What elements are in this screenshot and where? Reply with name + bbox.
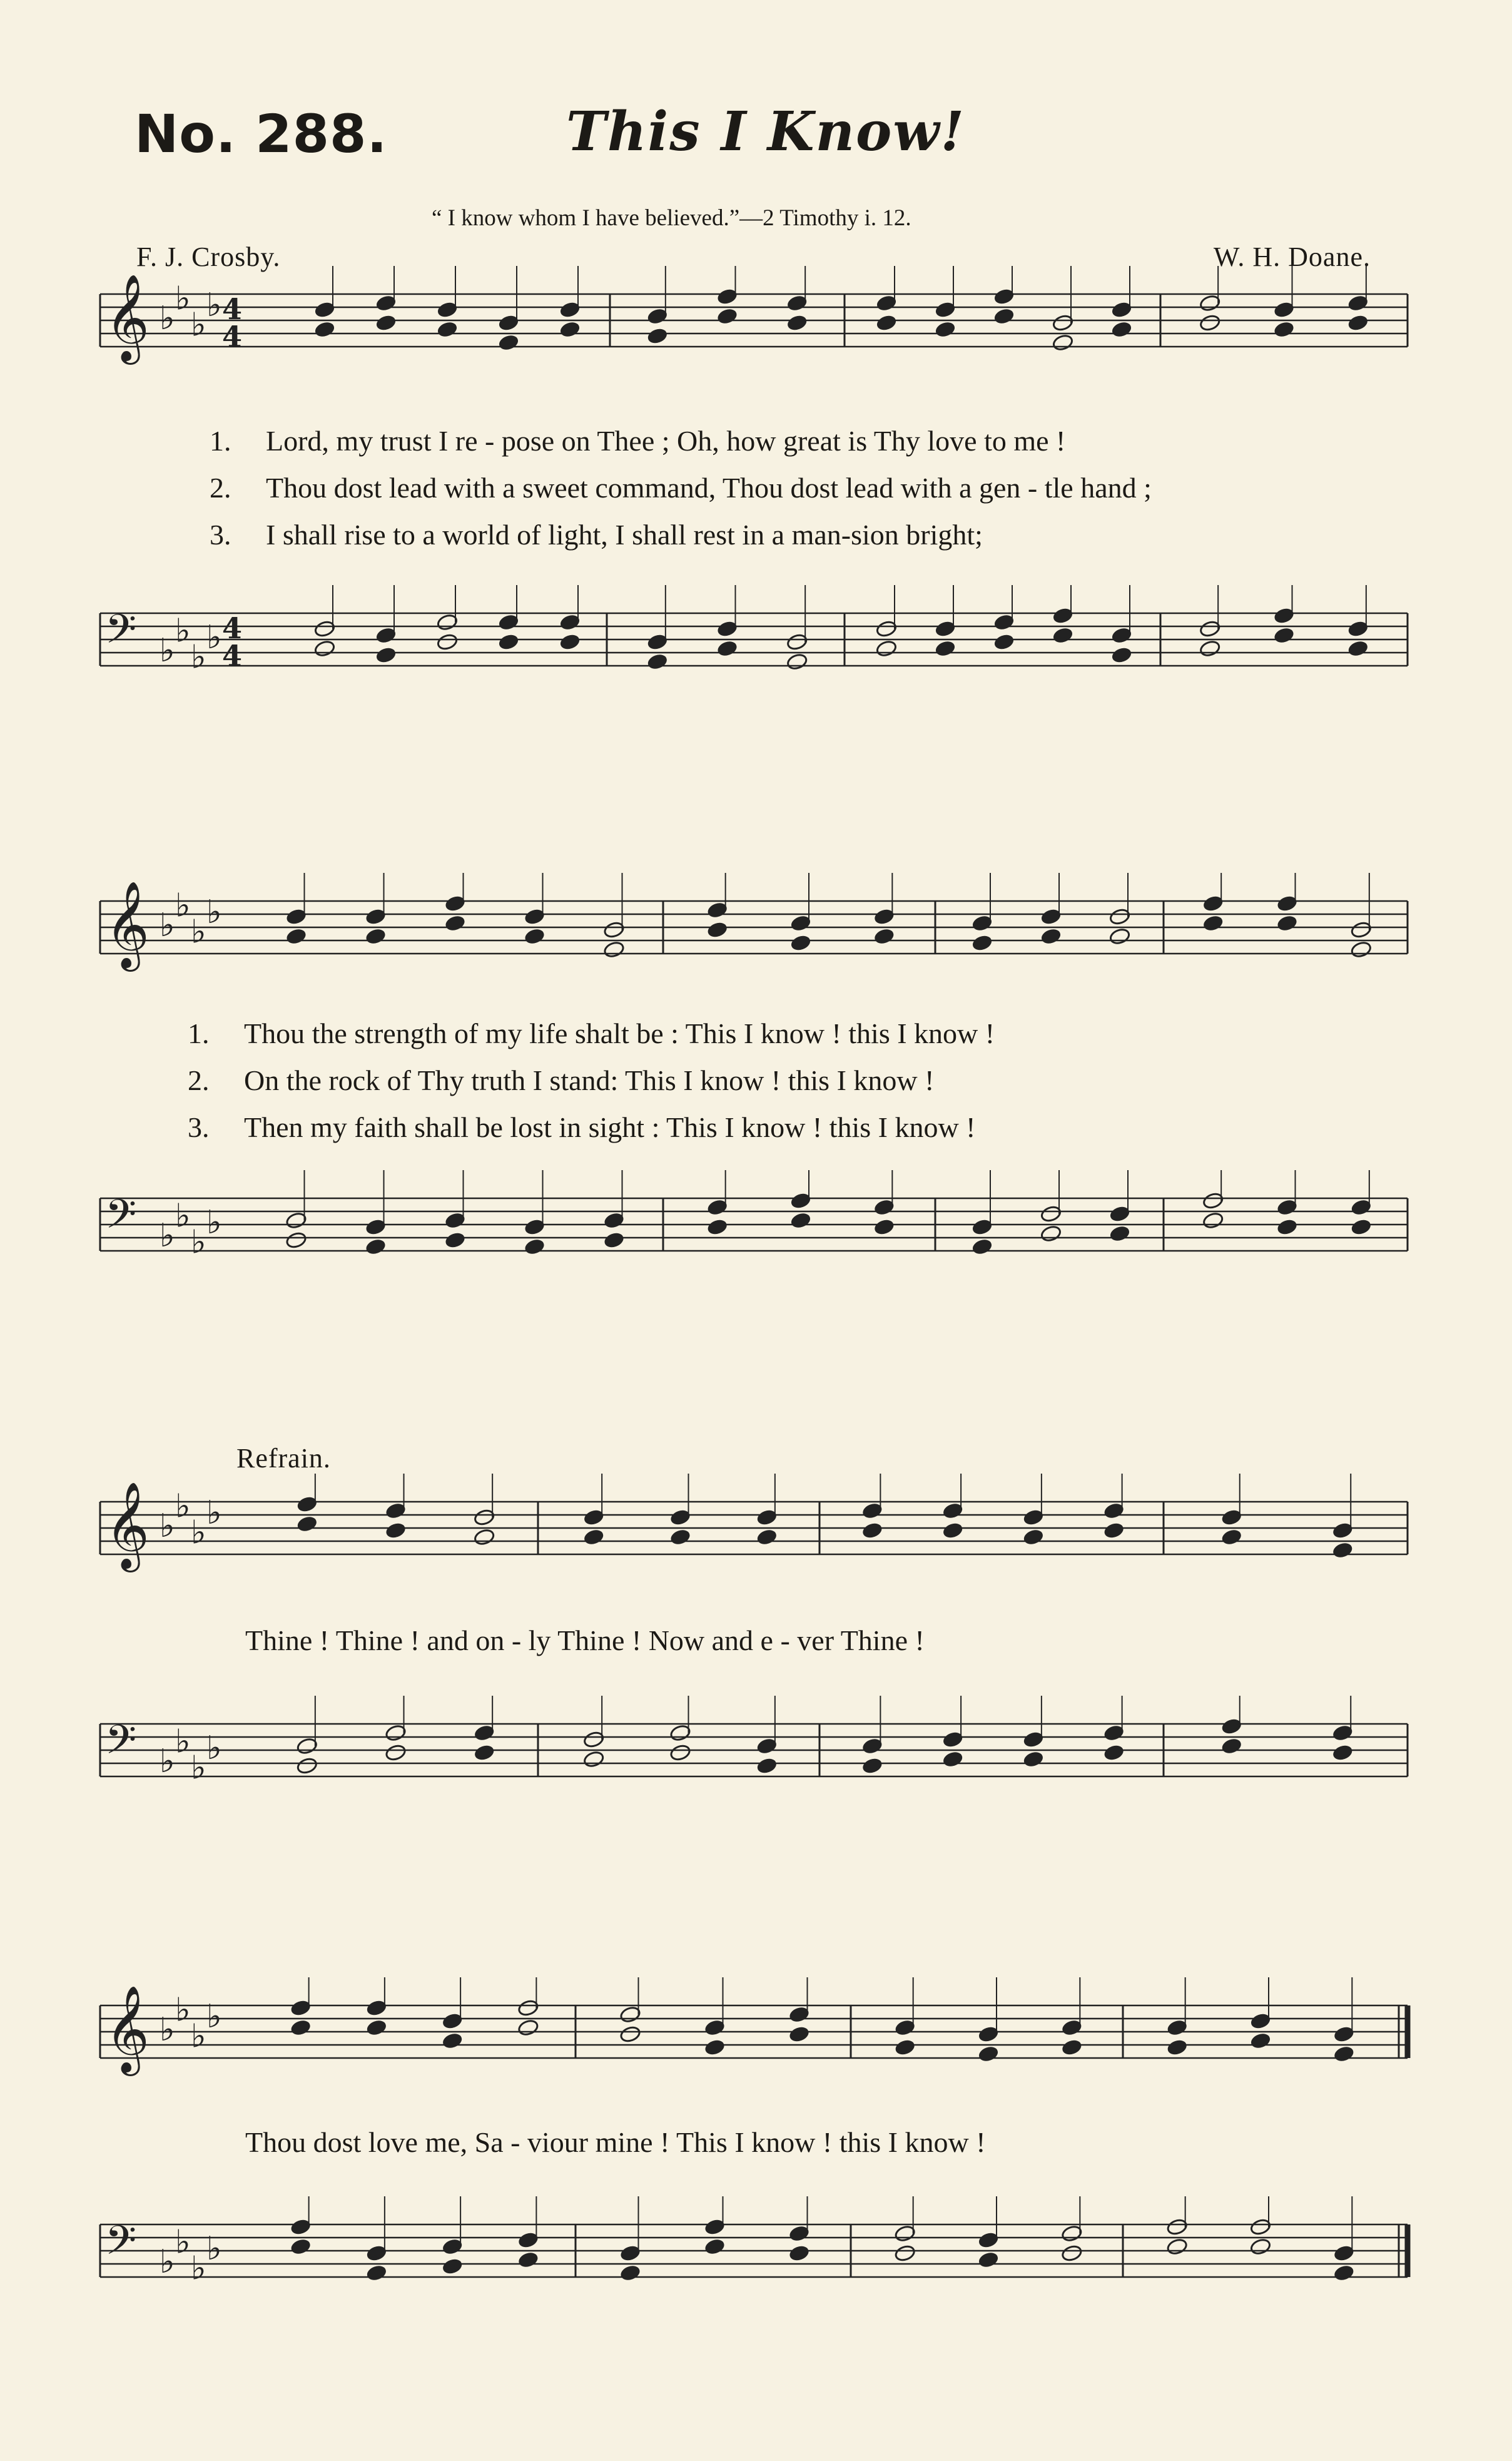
note-head [603, 940, 625, 959]
note-head [716, 639, 738, 658]
note-head [894, 2244, 916, 2262]
note-head [517, 2019, 539, 2037]
note-head [1276, 914, 1298, 932]
refrain-label: Refrain. [236, 1443, 331, 1474]
note-head [873, 927, 895, 945]
verse-line [210, 518, 983, 551]
flat-icon: ♭ [206, 894, 222, 931]
note-head [524, 927, 545, 945]
note-head [1350, 940, 1372, 959]
note-head [619, 2025, 641, 2043]
flat-icon: ♭ [206, 1494, 222, 1532]
flat-icon: ♭ [160, 1507, 175, 1545]
flat-icon: ♭ [175, 2223, 191, 2261]
treble-clef-icon: 𝄞 [105, 274, 150, 361]
note-head [786, 313, 808, 332]
flat-icon: ♭ [191, 2017, 206, 2056]
note-head [497, 633, 519, 651]
verse-line [188, 1017, 995, 1050]
hymn-title: This I Know! [566, 100, 966, 163]
note-head [1103, 1743, 1125, 1761]
flat-icon: ♭ [175, 887, 191, 925]
note-head [1061, 2038, 1083, 2056]
note-head [1347, 313, 1369, 332]
flat-icon: ♭ [160, 300, 175, 337]
note-head [873, 1218, 895, 1236]
verse-text: Lord, my trust I re - pose on Thee ; Oh, how great is Thy love to me ! [266, 425, 1066, 457]
note-head [1333, 2264, 1355, 2282]
note-head [646, 327, 668, 345]
note-head [756, 1756, 778, 1775]
note-head [444, 914, 466, 932]
note-head [789, 1211, 811, 1230]
note-head [559, 320, 581, 339]
time-signature-bottom: 4 [222, 639, 243, 673]
note-head [934, 320, 956, 339]
verse-number: 2. [188, 1064, 210, 1096]
verse-text: Thou dost lead with a sweet command, Thou dost lead with a gen - tle hand ; [266, 472, 1152, 504]
flat-icon: ♭ [175, 280, 191, 318]
note-head [1040, 1225, 1062, 1243]
refrain-lyric-line: Thine ! Thine ! and on - ly Thine ! Now and e - ver Thine ! [245, 1624, 925, 1656]
note-head [1220, 1737, 1242, 1755]
verse-number: 3. [210, 519, 231, 551]
note-head [365, 2264, 387, 2282]
flat-icon: ♭ [175, 612, 191, 650]
note-head [290, 2019, 312, 2037]
note-head [1052, 626, 1073, 645]
note-head [285, 1231, 307, 1249]
refrain-lyric-line: Thou dost love me, Sa - viour mine ! This I know ! this I know ! [245, 2126, 986, 2158]
flat-icon: ♭ [175, 1487, 191, 1526]
verse-text: Then my faith shall be lost in sight : This I know ! this I know ! [244, 1111, 976, 1143]
note-head [977, 2045, 999, 2063]
note-head [894, 2038, 916, 2056]
note-head [861, 1756, 883, 1775]
flat-icon: ♭ [206, 1204, 222, 1241]
note-head [934, 639, 956, 658]
note-head [1110, 646, 1132, 664]
flat-icon: ♭ [191, 1514, 206, 1552]
flat-icon: ♭ [206, 619, 222, 656]
note-head [1350, 1218, 1372, 1236]
flat-icon: ♭ [175, 1991, 191, 2029]
flat-icon: ♭ [160, 1743, 175, 1780]
note-head [1220, 1528, 1242, 1546]
note-head [497, 334, 519, 352]
note-head [1199, 639, 1221, 658]
note-head [1040, 927, 1062, 945]
treble-clef-icon: 𝄞 [105, 1482, 150, 1569]
flat-icon: ♭ [175, 1723, 191, 1761]
note-head [756, 1528, 778, 1546]
note-head [285, 927, 307, 945]
note-head [1166, 2238, 1188, 2256]
note-head [524, 1238, 545, 1256]
flat-icon: ♭ [160, 1217, 175, 1255]
note-head [669, 1528, 691, 1546]
verse-text: Thou the strength of my life shalt be : This I know ! this I know ! [244, 1017, 995, 1049]
note-head [706, 1218, 728, 1236]
bass-clef-icon: 𝄢 [105, 606, 137, 663]
note-head [1249, 2238, 1271, 2256]
note-head [1109, 1225, 1130, 1243]
treble-clef-icon: 𝄞 [105, 1985, 150, 2072]
note-head [313, 639, 335, 658]
note-head [788, 2025, 810, 2043]
flat-icon: ♭ [191, 2250, 206, 2288]
note-head [993, 307, 1015, 325]
note-head [1109, 927, 1130, 945]
note-head [704, 2038, 726, 2056]
note-head [583, 1528, 605, 1546]
note-head [942, 1521, 964, 1539]
note-head [444, 1231, 466, 1249]
note-head [875, 639, 897, 658]
time-signature-top: 4 [222, 611, 243, 645]
verse-text: On the rock of Thy truth I stand: This I know ! this I know ! [244, 1064, 935, 1096]
note-head [646, 653, 668, 671]
verse-line [210, 471, 1152, 504]
note-head [1022, 1528, 1044, 1546]
flat-icon: ♭ [191, 306, 206, 344]
hymn-number: No. 288. [134, 103, 388, 165]
flat-icon: ♭ [206, 287, 222, 324]
bass-clef-icon: 𝄢 [105, 1717, 137, 1773]
note-head [1103, 1521, 1125, 1539]
note-head [517, 2251, 539, 2269]
note-head [375, 646, 397, 664]
note-head [971, 934, 993, 952]
composer-credit: W. H. Doane. [1213, 242, 1371, 272]
verse-number: 2. [210, 472, 231, 504]
bass-clef-icon: 𝄢 [105, 1191, 137, 1248]
note-head [385, 1521, 407, 1539]
flat-icon: ♭ [175, 1197, 191, 1235]
note-head [290, 2238, 312, 2256]
flat-icon: ♭ [191, 638, 206, 676]
note-head [861, 1521, 883, 1539]
note-head [1333, 2045, 1355, 2063]
note-head [942, 1750, 964, 1768]
note-head [296, 1515, 318, 1533]
note-head [1166, 2038, 1188, 2056]
author-credit: F. J. Crosby. [136, 242, 281, 272]
note-head [583, 1750, 605, 1768]
time-signature-bottom: 4 [222, 320, 243, 354]
flat-icon: ♭ [206, 2230, 222, 2268]
flat-icon: ♭ [160, 2243, 175, 2281]
verse-number: 1. [188, 1017, 210, 1049]
note-head [786, 653, 808, 671]
note-head [1332, 1743, 1354, 1761]
note-head [603, 1231, 625, 1249]
note-head [1199, 313, 1221, 332]
note-head [1052, 334, 1073, 352]
note-head [365, 2019, 387, 2037]
note-head [375, 313, 397, 332]
note-head [789, 934, 811, 952]
note-head [875, 313, 897, 332]
flat-icon: ♭ [160, 632, 175, 670]
flat-icon: ♭ [206, 1730, 222, 1767]
scripture-epigraph: “ I know whom I have believed.”—2 Timothy i. 12. [432, 205, 911, 231]
note-head [385, 1743, 407, 1761]
note-head [993, 633, 1015, 651]
note-head [313, 320, 335, 339]
flat-icon: ♭ [191, 1749, 206, 1787]
note-head [559, 633, 581, 651]
verse-line [210, 424, 1065, 457]
note-head [1110, 320, 1132, 339]
note-head [971, 1238, 993, 1256]
note-head [296, 1756, 318, 1775]
treble-clef-icon: 𝄞 [105, 881, 150, 968]
flat-icon: ♭ [206, 1998, 222, 2036]
flat-icon: ♭ [160, 907, 175, 944]
note-head [1273, 320, 1295, 339]
note-head [442, 2032, 464, 2050]
note-head [1202, 914, 1224, 932]
note-head [436, 320, 458, 339]
note-head [365, 1238, 387, 1256]
flat-icon: ♭ [191, 913, 206, 951]
verse-number: 3. [188, 1111, 210, 1143]
note-head [1249, 2032, 1271, 2050]
note-head [619, 2264, 641, 2282]
note-head [706, 920, 728, 939]
note-head [716, 307, 738, 325]
note-head [1273, 626, 1295, 645]
note-head [977, 2251, 999, 2269]
note-head [1061, 2244, 1083, 2262]
verse-line [188, 1111, 976, 1144]
bass-clef-icon: 𝄢 [105, 2218, 137, 2274]
note-head [704, 2238, 726, 2256]
flat-icon: ♭ [191, 1223, 206, 1261]
note-head [436, 633, 458, 651]
note-head [474, 1528, 495, 1546]
note-head [1347, 639, 1369, 658]
time-signature-top: 4 [222, 292, 243, 326]
note-head [1022, 1750, 1044, 1768]
note-head [365, 927, 387, 945]
verse-number: 1. [210, 425, 231, 457]
note-head [1332, 1541, 1354, 1559]
verse-text: I shall rise to a world of light, I shall rest in a man-sion bright; [266, 519, 983, 551]
note-head [669, 1743, 691, 1761]
note-head [474, 1743, 495, 1761]
note-head [1202, 1211, 1224, 1230]
flat-icon: ♭ [160, 2011, 175, 2049]
note-head [442, 2257, 464, 2275]
note-head [788, 2244, 810, 2262]
note-head [1276, 1218, 1298, 1236]
verse-line [188, 1064, 934, 1097]
